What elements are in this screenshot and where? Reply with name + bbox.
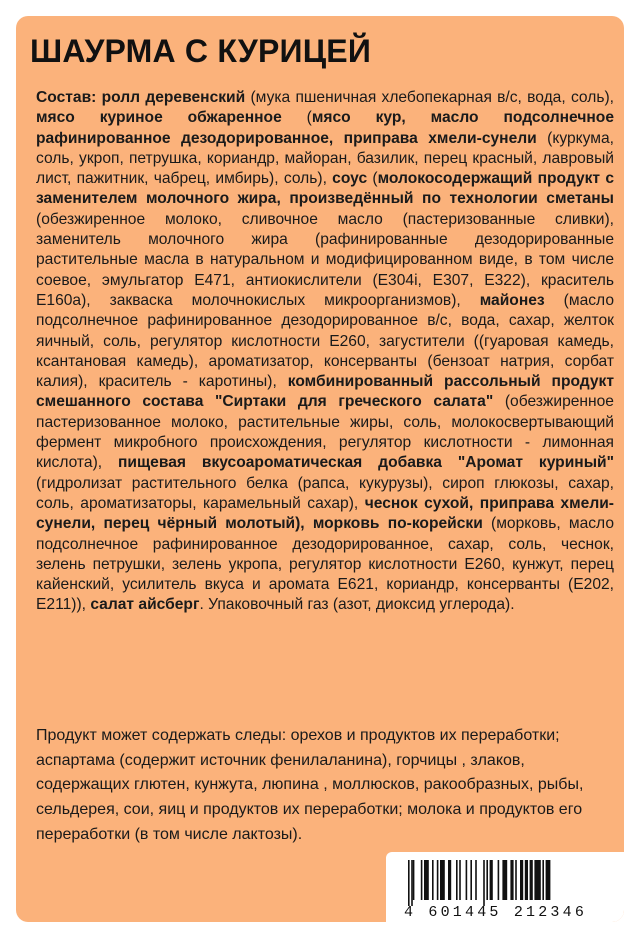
barcode-bar: [475, 860, 477, 900]
barcode-bar: [437, 860, 439, 900]
ingredients-text: [36, 88, 614, 616]
ingredient-bold: молокосодержащий продукт с заменителем молочного жира, произведённый по технологии сметаны: [36, 170, 615, 208]
barcode-bar: [408, 860, 410, 906]
product-label: [16, 16, 624, 922]
ingredient-bold: пищевая вкусоароматическая добавка "Аромат куриный": [118, 454, 614, 472]
barcode-bar: [546, 860, 551, 900]
ingredient-detail: (мука пшеничная хлебопекарная в/с, вода, соль),: [245, 89, 614, 106]
barcode-bar: [440, 860, 445, 900]
barcode-bar: [530, 860, 533, 900]
ingredient-bold: соус: [332, 170, 368, 188]
barcode-bar: [466, 860, 468, 900]
ingredient-detail: (обезжиренное пастеризованное молоко, растительные жиры, соль, молокосвертывающий фермент микробного происхождения, регулятор кислотности - лимонная кислота),: [36, 393, 614, 472]
ingredient-bold: чеснок сухой, приправа хмели-сунели, перец чёрный молотый), морковь по-корейски: [36, 494, 615, 533]
barcode-bar: [534, 860, 540, 900]
barcode-number: 4 601445 212346: [404, 904, 588, 921]
barcode-bar: [448, 860, 451, 900]
barcode-bar: [456, 860, 458, 900]
barcode-bar: [486, 860, 488, 900]
ingredient-detail: (: [281, 109, 312, 127]
barcode-bar: [459, 860, 461, 900]
barcode-bar: [498, 860, 500, 900]
barcode-bar: [502, 860, 507, 900]
barcode-bar: [515, 860, 517, 900]
ingredient-detail: (морковь, масло подсолнечное рафинированное дезодорированное, сахар, соль, чеснок, зелень петрушки, зелень укропа, регулятор кислотности Е260, кунжут, перец кайенский, усилитель вкуса и аромата Е621, кориандр, консерванты (Е202, Е211)),: [36, 515, 614, 614]
barcode-bar: [411, 860, 413, 906]
barcode-bar: [421, 860, 423, 900]
barcode-bar: [520, 860, 523, 900]
ingredient-detail: (: [367, 170, 378, 188]
ingredient-bold: мясо кур, масло подсолнечное рафинированное дезодорированное, приправа хмели-сунели: [36, 109, 614, 147]
ingredient-detail: (обезжиренное молоко, сливочное масло (пастеризованные сливки), заменитель молочного жира (рафинированные дезодорированные растительные масла в натуральном и модифицированном виде, в том числе соевое, эмульгатор Е471, антиокислители (Е304i, Е307, Е322), краситель Е160а), закваска молочнокислых микроорганизмов),: [36, 210, 614, 309]
barcode-bar: [490, 860, 493, 900]
ingredient-detail: (куркума, соль, укроп, петрушка, кориандр, майоран, базилик, перец красный, лавровый лист, пажитник, чабрец, имбирь), соль),: [36, 129, 614, 188]
ingredient-bold: комбинированный рассольный продукт смешанного состава "Сиртаки для греческого салата": [36, 373, 614, 411]
ingredient-bold: майонез: [479, 291, 545, 309]
ingredient-bold: Состав: ролл деревенский: [36, 89, 246, 106]
barcode: [386, 852, 624, 922]
barcode-bar: [525, 860, 528, 900]
ingredient-detail: . Упаковочный газ (азот, диоксид углерода).: [199, 596, 515, 614]
barcode-bar: [432, 860, 434, 900]
barcode-bar: [542, 860, 544, 900]
barcode-bars: [406, 860, 606, 906]
ingredient-bold: салат айсберг: [90, 596, 200, 614]
barcode-bar: [424, 860, 429, 900]
ingredient-detail: (гидролизат растительного белка (рапса, кукурузы), сироп глюкозы, сахар, соль, ароматизаторы, карамельный сахар),: [36, 474, 614, 512]
barcode-bar: [510, 860, 513, 900]
ingredient-detail: (масло подсолнечное рафинированное дезодорированное в/с, вода, сахар, желток яичный, соль, регулятор кислотности Е260, загустители ((гуаровая камедь, ксантановая камедь), ароматизатор, консерванты (бензоат натрия, сорбат калия), краситель - каротины),: [36, 291, 614, 391]
ingredient-bold: мясо куриное обжаренное: [36, 109, 282, 127]
barcode-bar: [470, 860, 472, 900]
barcode-bar: [413, 860, 415, 900]
product-title: ШАУРМА С КУРИЦЕЙ: [30, 33, 372, 69]
barcode-bar: [483, 860, 485, 906]
allergen-warning: Продукт может содержать следы: орехов и продуктов их переработки; аспартама (содержит источник фенилаланина), горчицы , злаков, содержащих глютен, кунжута, люпина , моллюсков, ракообразных, рыбы, сельдерея, сои, яиц и продуктов их переработки; молока и продуктов его переработки (в том числе лактозы).: [36, 727, 584, 843]
